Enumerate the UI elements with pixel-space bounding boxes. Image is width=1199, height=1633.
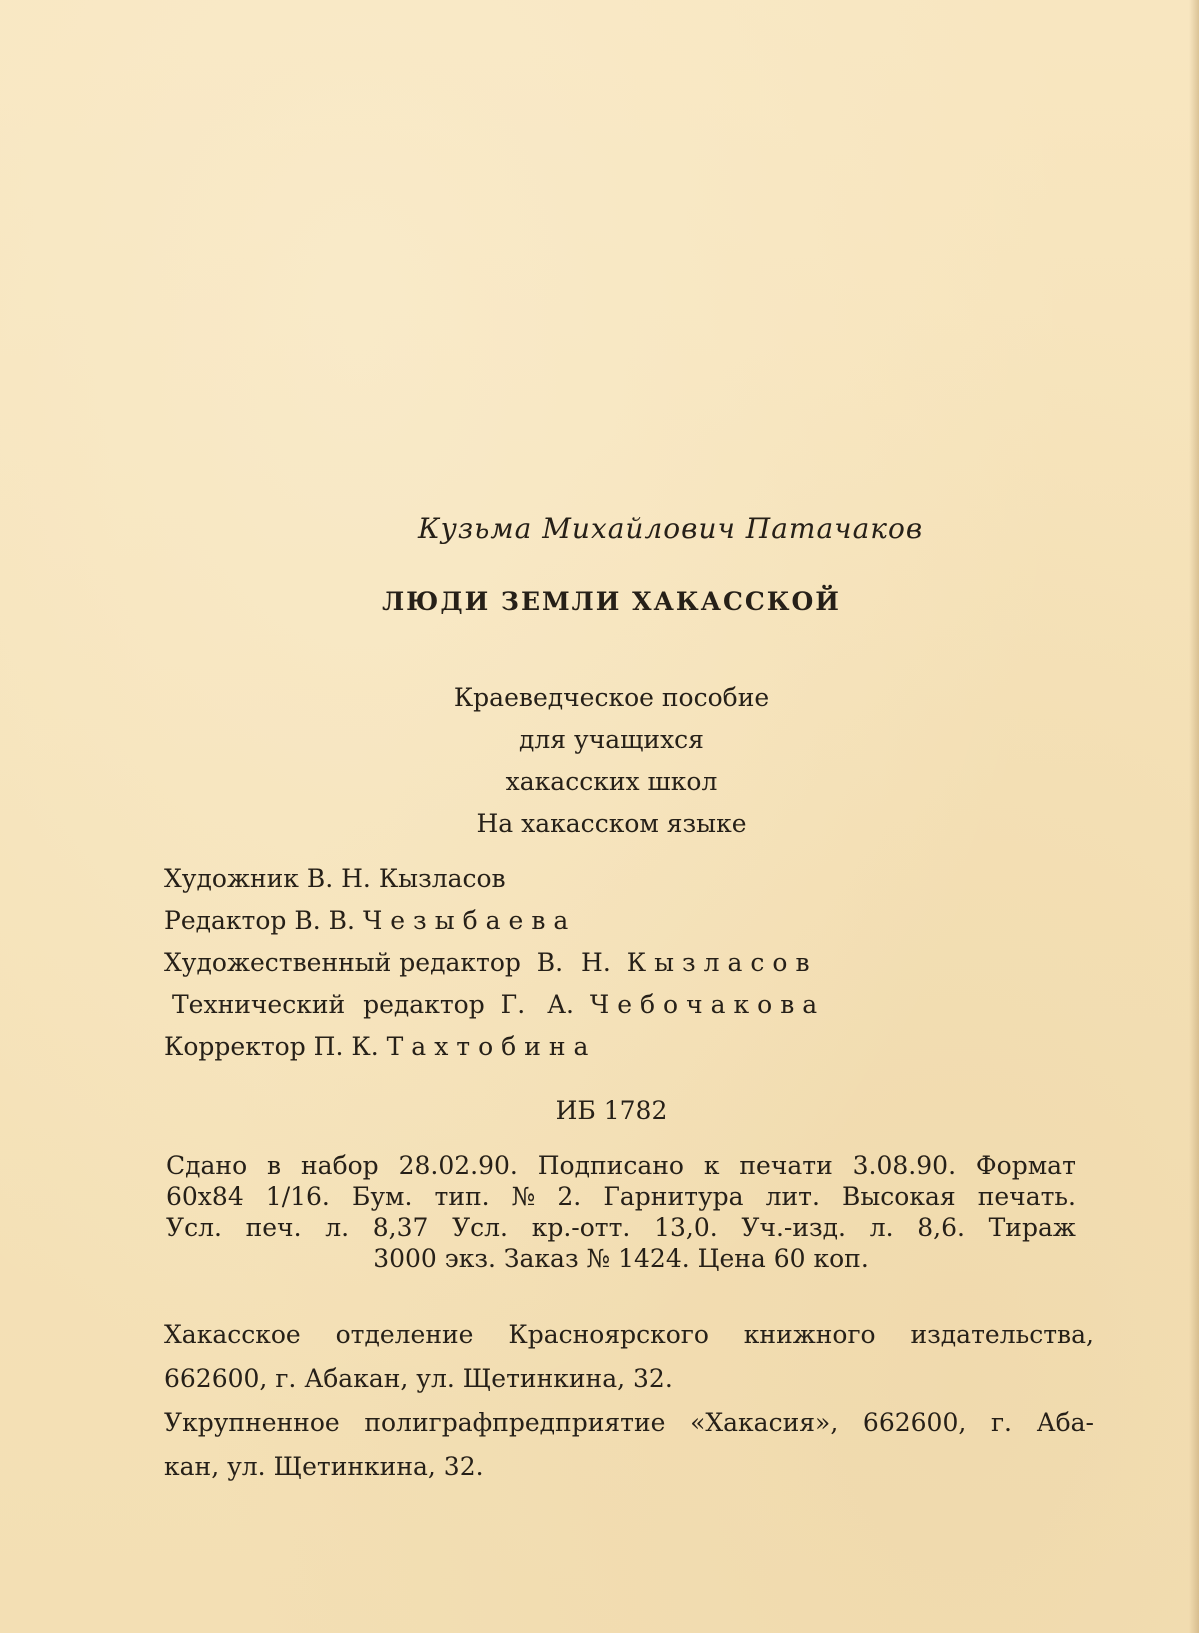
word: Бум. [351, 1182, 413, 1211]
credit-art-editor [164, 942, 1064, 984]
word: л. [869, 1213, 894, 1242]
print-info [166, 1150, 1076, 1274]
subtitle-line: хакасских школ [505, 767, 718, 796]
credit-label: Художник [164, 864, 299, 893]
word: лит. [765, 1182, 820, 1211]
credits-list [164, 858, 1064, 1068]
author-name: Кузьма Михайлович Патачаков [418, 512, 924, 545]
publisher-address: 662600, г. Абакан, ул. Щетинкина, 32. [164, 1364, 673, 1393]
word: 8,6. [917, 1213, 965, 1242]
word: издательства, [910, 1320, 1094, 1349]
print-info-last-line: 3000 экз. Заказ № 1424. Цена 60 коп. [373, 1244, 869, 1273]
word: Сдано [166, 1151, 248, 1180]
word: 2. [557, 1182, 582, 1211]
credit-proofreader [164, 1026, 1064, 1068]
word: 8,37 [372, 1213, 429, 1242]
credit-initials: В. Н. [536, 948, 611, 977]
word: 28.02.90. [398, 1151, 518, 1180]
publisher-line [164, 1445, 1094, 1489]
credit-tech-editor [164, 984, 1064, 1026]
word: печать. [977, 1182, 1076, 1211]
word: в [267, 1151, 282, 1180]
credit-initials: Г. А. [500, 990, 574, 1019]
credit-name: Кызласов [626, 948, 818, 977]
credit-initials: В. В. [294, 906, 355, 935]
word: 60x84 [166, 1182, 244, 1211]
print-info-line [166, 1150, 1076, 1181]
credit-label: Редактор [164, 906, 287, 935]
publisher-info [164, 1313, 1094, 1489]
printer-address: кан, ул. Щетинкина, 32. [164, 1452, 484, 1481]
subtitle-line: для учащихся [519, 725, 704, 754]
word: г. [990, 1408, 1012, 1437]
credit-label: Художественный редактор [164, 948, 521, 977]
credit-artist [164, 858, 1064, 900]
credit-label: Корректор [164, 1032, 306, 1061]
credit-initials: П. К. [313, 1032, 379, 1061]
print-info-line [166, 1181, 1076, 1212]
word: Усл. [452, 1213, 508, 1242]
word: тип. [434, 1182, 490, 1211]
word: кр.-отт. [531, 1213, 631, 1242]
word: Усл. [166, 1213, 222, 1242]
word: Высокая [842, 1182, 956, 1211]
word: книжного [743, 1320, 876, 1349]
word: к [703, 1151, 720, 1180]
publisher-line [164, 1401, 1094, 1445]
word: Красноярского [508, 1320, 709, 1349]
print-info-line [166, 1212, 1076, 1243]
book-subtitle [0, 677, 1199, 845]
word: л. [325, 1213, 350, 1242]
word: набор [301, 1151, 379, 1180]
word: Хакасское [164, 1320, 301, 1349]
publisher-line [164, 1357, 1094, 1401]
print-info-line [166, 1243, 1076, 1274]
word: отделение [335, 1320, 474, 1349]
word: Формат [975, 1151, 1076, 1180]
book-title: ЛЮДИ ЗЕМЛИ ХАКАССКОЙ [382, 587, 841, 616]
credit-name: Чебочакова [589, 990, 826, 1019]
word: Укрупненное [164, 1408, 340, 1437]
word: 3.08.90. [852, 1151, 957, 1180]
word: полиграфпредприятие [364, 1408, 666, 1437]
word: 1/16. [265, 1182, 330, 1211]
word: «Хакасия», [690, 1408, 839, 1437]
publisher-line [164, 1313, 1094, 1357]
word: Уч.-изд. [741, 1213, 847, 1242]
word: печати [739, 1151, 833, 1180]
word: печ. [245, 1213, 302, 1242]
word: Тираж [988, 1213, 1076, 1242]
credit-editor [164, 900, 1064, 942]
credit-name: В. Н. Кызласов [306, 864, 506, 893]
subtitle-line: Краеведческое пособие [453, 683, 770, 712]
word: 13,0. [654, 1213, 718, 1242]
ib-number: ИБ 1782 [555, 1096, 668, 1125]
credit-name: Чезыбаева [362, 906, 577, 935]
word: Подписано [537, 1151, 684, 1180]
word: Аба- [1036, 1408, 1094, 1437]
credit-name: Тахтобина [386, 1032, 597, 1061]
credit-label: Технический редактор [172, 990, 485, 1019]
word: № [511, 1182, 536, 1211]
word: 662600, [862, 1408, 967, 1437]
subtitle-line: На хакасском языке [476, 809, 747, 838]
word: Гарнитура [603, 1182, 744, 1211]
